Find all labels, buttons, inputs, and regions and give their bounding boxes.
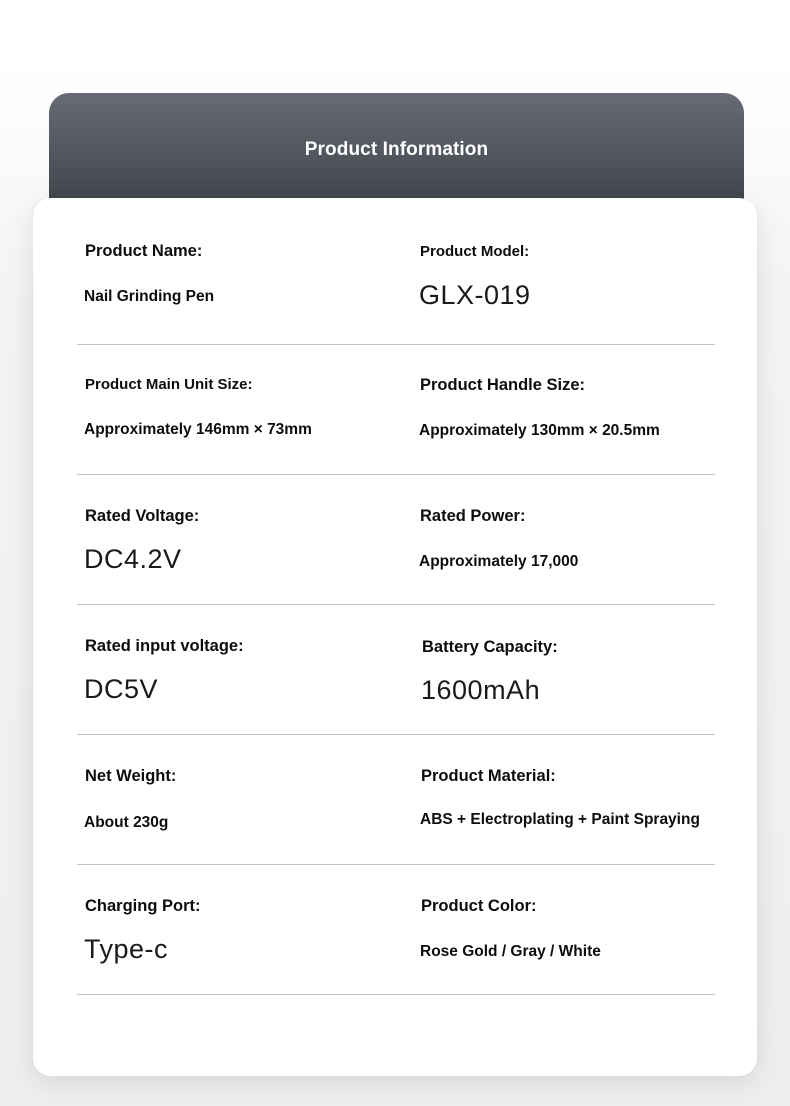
spec-value: Nail Grinding Pen — [84, 288, 215, 305]
spec-value: ABS + Electroplating + Paint Spraying — [420, 811, 700, 828]
spec-value: GLX-019 — [419, 280, 531, 310]
spec-item-handle-size — [419, 344, 719, 474]
spec-row — [77, 604, 715, 734]
spec-value: 1600mAh — [421, 675, 541, 705]
spec-label: Product Color: — [421, 897, 537, 915]
spec-item-product-color — [419, 864, 719, 994]
spec-label: Rated Power: — [420, 507, 526, 525]
spec-label: Product Handle Size: — [420, 376, 586, 394]
spec-card — [33, 198, 757, 1076]
spec-label: Net Weight: — [85, 767, 177, 785]
spec-label: Product Name: — [85, 242, 203, 260]
spec-item-product-model — [419, 214, 719, 344]
spec-value: DC4.2V — [84, 544, 182, 574]
spec-item-rated-input-voltage — [84, 604, 384, 734]
spec-value: About 230g — [84, 814, 169, 831]
info-header-banner — [49, 93, 744, 213]
spec-item-product-name — [84, 214, 384, 344]
spec-item-rated-power — [419, 474, 719, 604]
spec-value: Type-c — [84, 934, 169, 964]
spec-item-main-unit-size — [84, 344, 384, 474]
spec-row — [77, 214, 715, 344]
spec-label: Product Material: — [421, 767, 556, 785]
spec-item-product-material — [419, 734, 719, 864]
spec-label: Charging Port: — [85, 897, 201, 915]
spec-label: Product Model: — [420, 243, 530, 260]
spec-item-net-weight — [84, 734, 384, 864]
spec-value: Rose Gold / Gray / White — [420, 943, 601, 960]
spec-row — [77, 474, 715, 604]
spec-row — [77, 344, 715, 474]
spec-label: Battery Capacity: — [422, 638, 558, 656]
spec-value: Approximately 146mm × 73mm — [84, 421, 312, 438]
spec-label: Rated input voltage: — [85, 637, 244, 655]
spec-value: Approximately 130mm × 20.5mm — [419, 422, 660, 439]
spec-label: Rated Voltage: — [85, 507, 200, 525]
spec-row — [77, 864, 715, 994]
header-title: Product Information — [304, 139, 489, 160]
spec-item-charging-port — [84, 864, 384, 994]
spec-item-rated-voltage — [84, 474, 384, 604]
row-divider — [77, 994, 715, 995]
spec-label: Product Main Unit Size: — [85, 376, 253, 393]
spec-item-battery-capacity — [419, 604, 719, 734]
spec-value: Approximately 17,000 — [419, 553, 579, 570]
spec-value: DC5V — [84, 674, 159, 704]
spec-row — [77, 734, 715, 864]
